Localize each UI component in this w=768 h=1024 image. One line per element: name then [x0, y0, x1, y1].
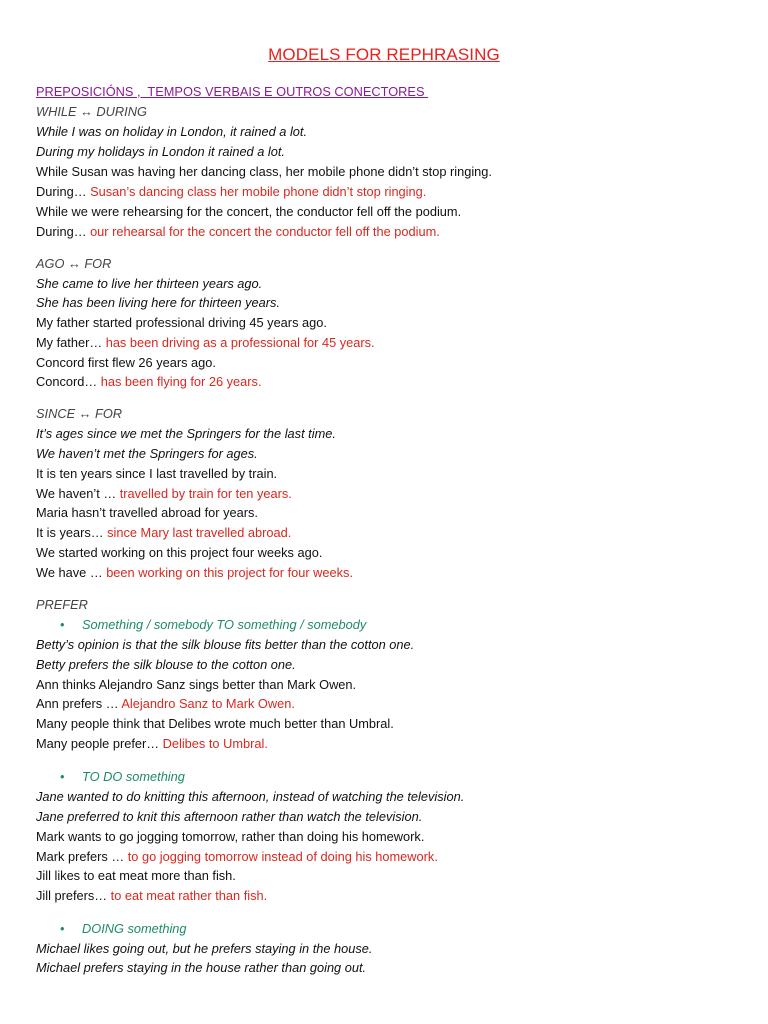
bullet-label: TO DO something [82, 769, 185, 784]
exercise-line: My father started professional driving 45 years ago. [36, 315, 327, 330]
exercise-answer-line [36, 224, 440, 240]
answer-text: Alejandro Sanz to Mark Owen. [121, 696, 295, 711]
page-subtitle: PREPOSICIÓNS , TEMPOS VERBAIS E OUTROS CONECTORES [36, 84, 429, 99]
bullet-dot-icon: • [60, 617, 65, 632]
answer-prompt: During… [36, 224, 91, 239]
answer-prompt: My father… [36, 335, 106, 350]
answer-text: our rehearsal for the concert the conductor fell off the podium. [90, 224, 440, 239]
exercise-answer-line [36, 335, 375, 351]
example-sentence: Michael prefers staying in the house rather than going out. [36, 960, 367, 975]
example-sentence: While I was on holiday in London, it rained a lot. [36, 124, 308, 139]
example-sentence: During my holidays in London it rained a lot. [36, 144, 285, 159]
exercise-line: Concord first flew 26 years ago. [36, 355, 216, 370]
exercise-answer-line [36, 888, 267, 904]
exercise-answer-line [36, 565, 353, 581]
example-sentence: She has been living here for thirteen years. [36, 295, 280, 310]
answer-prompt: During… [36, 184, 91, 199]
bullet-dot-icon: • [60, 921, 65, 936]
example-sentence: Betty prefers the silk blouse to the cotton one. [36, 657, 296, 672]
exercise-line: While we were rehearsing for the concert, the conductor fell off the podium. [36, 204, 462, 219]
exercise-answer-line [36, 374, 262, 390]
section-heading-ago-for: AGO ↔ FOR [36, 256, 112, 271]
answer-text: Susan’s dancing class her mobile phone didn’t stop ringing. [90, 184, 427, 199]
answer-text: has been driving as a professional for 45 years. [105, 335, 375, 350]
bullet-dot-icon: • [60, 769, 65, 784]
answer-text: to go jogging tomorrow instead of doing his homework. [127, 849, 438, 864]
exercise-line: Ann thinks Alejandro Sanz sings better than Mark Owen. [36, 677, 357, 692]
exercise-line: Jill likes to eat meat more than fish. [36, 868, 236, 883]
exercise-answer-line [36, 736, 268, 752]
exercise-line: We started working on this project four weeks ago. [36, 545, 323, 560]
example-sentence: We haven’t met the Springers for ages. [36, 446, 258, 461]
example-sentence: Betty’s opinion is that the silk blouse fits better than the cotton one. [36, 637, 415, 652]
example-sentence: It’s ages since we met the Springers for the last time. [36, 426, 336, 441]
answer-text: travelled by train for ten years. [119, 486, 292, 501]
answer-prompt: We have … [36, 565, 107, 580]
exercise-answer-line [36, 849, 438, 865]
section-heading-prefer: PREFER [36, 597, 88, 612]
page-title: MODELS FOR REPHRASING [268, 45, 500, 64]
answer-prompt: We haven’t … [36, 486, 120, 501]
answer-prompt: It is years… [36, 525, 108, 540]
exercise-line: While Susan was having her dancing class, her mobile phone didn’t stop ringing. [36, 164, 492, 179]
example-sentence: Michael likes going out, but he prefers staying in the house. [36, 941, 373, 956]
answer-text: to eat meat rather than fish. [110, 888, 268, 903]
exercise-answer-line [36, 696, 295, 712]
answer-prompt: Many people prefer… [36, 736, 163, 751]
section-heading-while-during: WHILE ↔ DURING [36, 104, 147, 119]
answer-text: been working on this project for four weeks. [106, 565, 354, 580]
exercise-line: Many people think that Delibes wrote much better than Umbral. [36, 716, 394, 731]
exercise-answer-line [36, 184, 426, 200]
answer-prompt: Mark prefers … [36, 849, 128, 864]
exercise-answer-line [36, 525, 291, 541]
answer-prompt: Jill prefers… [36, 888, 111, 903]
bullet-label: DOING something [82, 921, 187, 936]
answer-prompt: Ann prefers … [36, 696, 122, 711]
example-sentence: Jane preferred to knit this afternoon rather than watch the television. [36, 809, 423, 824]
answer-text: since Mary last travelled abroad. [107, 525, 292, 540]
example-sentence: She came to live her thirteen years ago. [36, 276, 263, 291]
bullet-label: Something / somebody TO something / somebody [82, 617, 367, 632]
answer-prompt: Concord… [36, 374, 101, 389]
exercise-line: Mark wants to go jogging tomorrow, rather than doing his homework. [36, 829, 425, 844]
exercise-answer-line [36, 486, 292, 502]
exercise-line: It is ten years since I last travelled by train. [36, 466, 278, 481]
exercise-line: Maria hasn’t travelled abroad for years. [36, 505, 258, 520]
answer-text: has been flying for 26 years. [100, 374, 262, 389]
answer-text: Delibes to Umbral. [162, 736, 268, 751]
section-heading-since-for: SINCE ↔ FOR [36, 406, 123, 421]
example-sentence: Jane wanted to do knitting this afternoon, instead of watching the television. [36, 789, 465, 804]
